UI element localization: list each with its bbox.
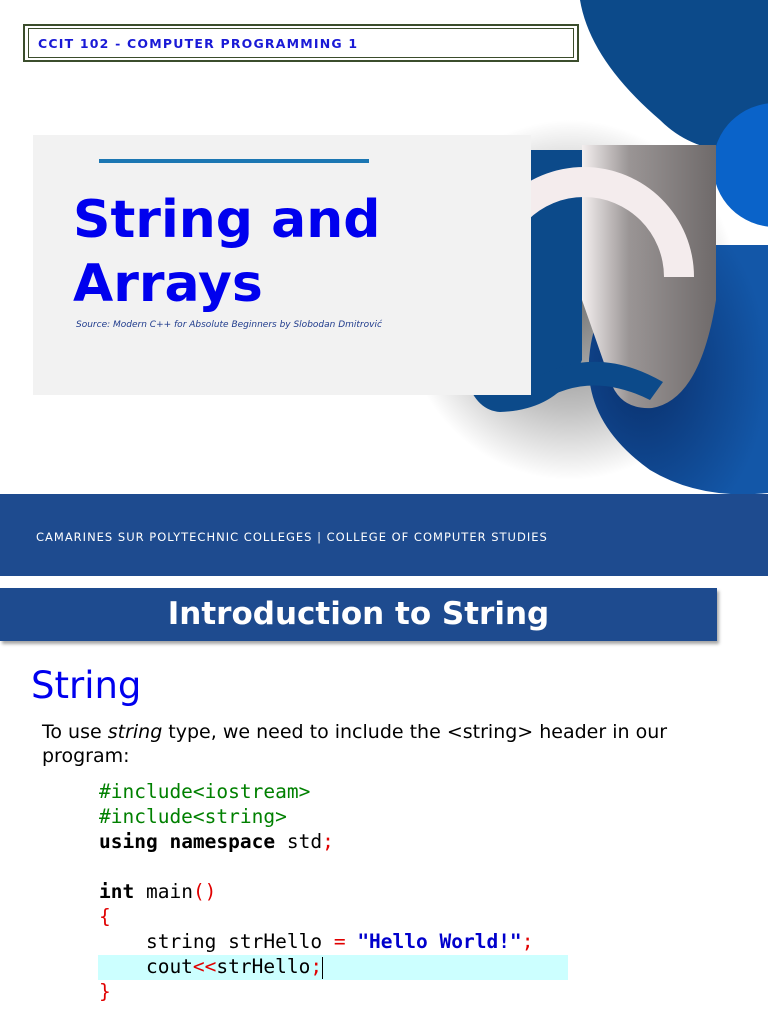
section-heading: String	[31, 664, 142, 707]
para-text-1: To use	[42, 721, 108, 743]
keyword-namespace: namespace	[169, 830, 276, 853]
slide-title	[73, 188, 493, 316]
code-line-8[interactable]	[99, 954, 323, 979]
title-rule	[99, 159, 369, 163]
code-line-2: #include<string>	[99, 805, 287, 828]
code-line-1: #include<iostream>	[99, 780, 311, 803]
code-insertion-op: <<	[192, 955, 217, 978]
code-assign: =	[333, 930, 346, 953]
source-citation: Source: Modern C++ for Absolute Beginners by Slobodan Dmitrović	[76, 320, 382, 330]
code-line-6: {	[99, 905, 111, 928]
code-main: main	[134, 880, 193, 903]
code-std: std	[275, 830, 323, 853]
intro-paragraph	[42, 720, 732, 768]
code-line-3	[99, 829, 334, 854]
code-semicolon: ;	[322, 830, 334, 853]
slide-title-line1: String and	[73, 190, 381, 250]
section-header-title: Introduction to String	[167, 596, 550, 632]
code-semicolon: ;	[310, 955, 323, 978]
code-string-literal: "Hello World!"	[357, 930, 522, 953]
code-line-9: }	[99, 980, 111, 1003]
text-cursor	[322, 957, 323, 979]
code-line-7	[99, 929, 533, 954]
para-italic: string	[107, 721, 163, 743]
code-var: strHello	[216, 955, 311, 978]
slide-title-line2: Arrays	[73, 254, 263, 314]
code-parens: ()	[192, 880, 217, 903]
code-decl: string strHello	[99, 930, 334, 953]
code-line-5	[99, 879, 216, 904]
keyword-using: using	[99, 830, 158, 853]
keyword-int: int	[99, 880, 135, 903]
footer-text: CAMARINES SUR POLYTECHNIC COLLEGES | COLLEGE OF COMPUTER STUDIES	[36, 530, 548, 544]
code-semicolon: ;	[521, 930, 534, 953]
course-code: CCIT 102 - COMPUTER PROGRAMMING 1	[38, 36, 359, 51]
para-text-2: type, we need to include the <string> header in our program:	[42, 721, 668, 767]
code-cout: cout	[99, 955, 193, 978]
